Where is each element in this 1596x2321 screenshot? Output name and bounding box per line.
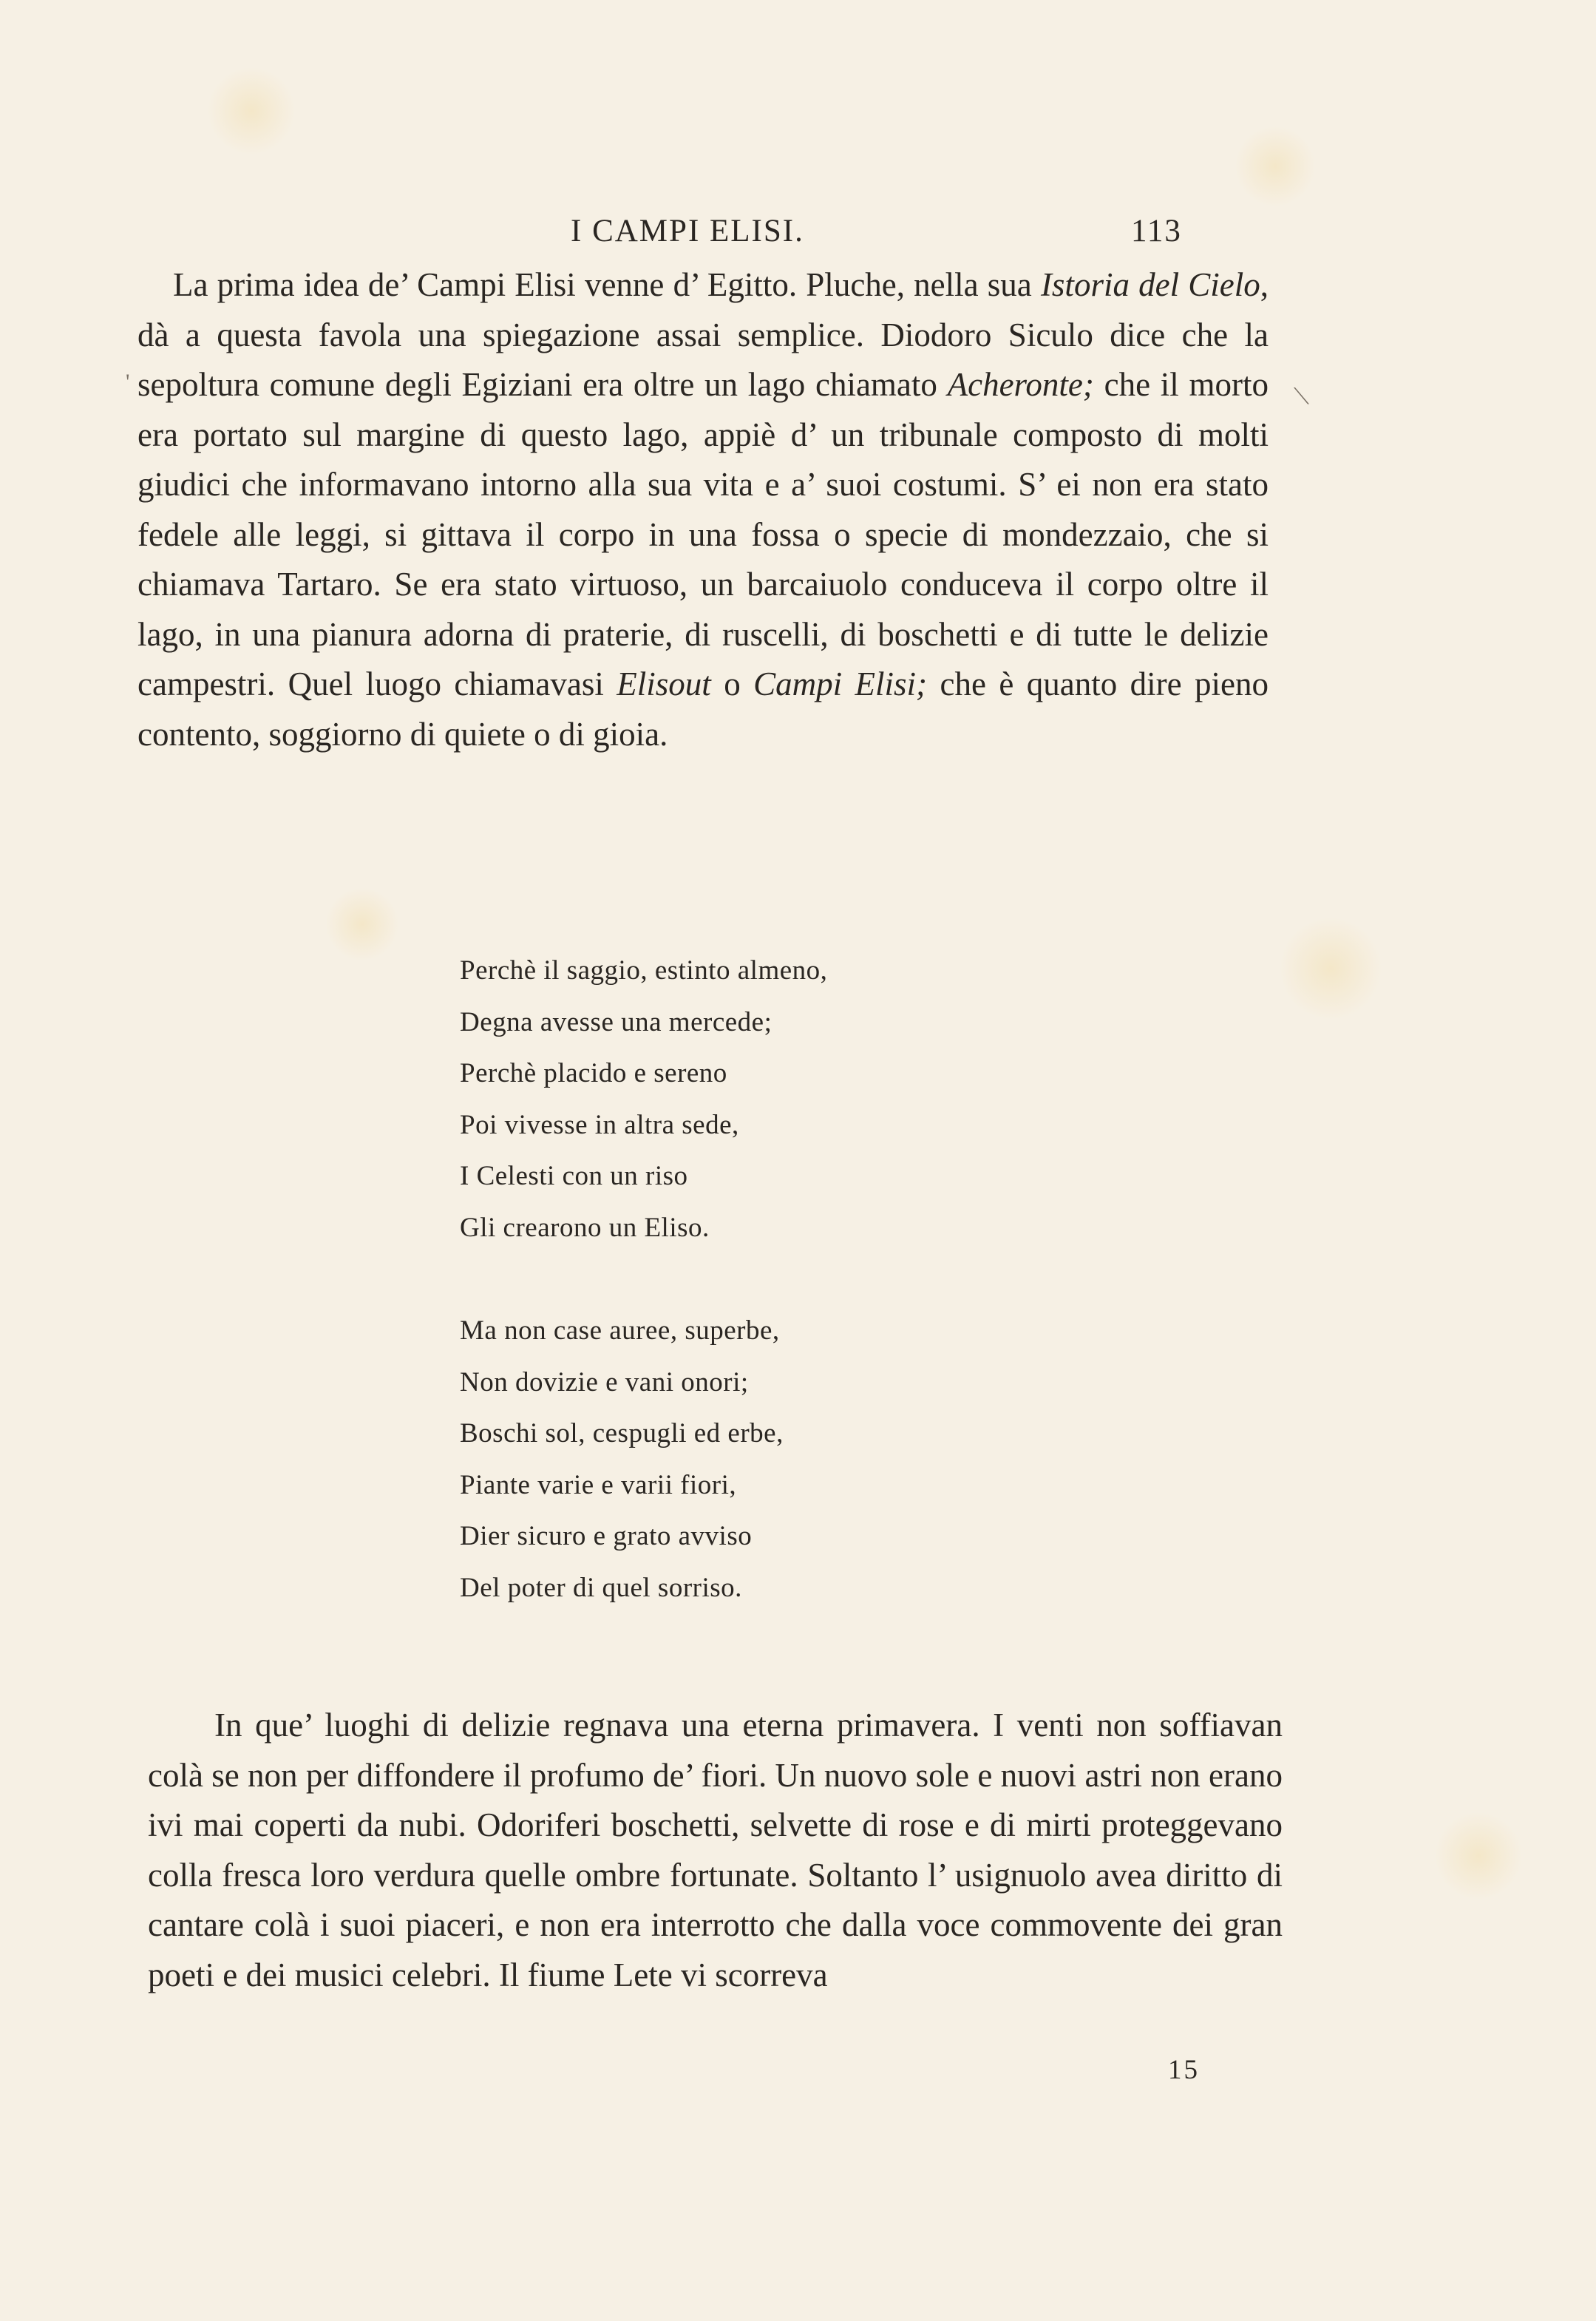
running-head [0, 213, 1596, 265]
italic-term: Elisout [617, 665, 711, 702]
verse-line: Dier sicuro e grato avviso [460, 1521, 753, 1552]
paper-stain [325, 887, 399, 961]
paragraph-2 [148, 1701, 1283, 2000]
italic-term: Campi Elisi; [753, 665, 928, 702]
verse-line: Degna avesse una mercede; [460, 1006, 772, 1037]
paragraph-1-text: , dà a questa favola una spiegazione assai semplice. Diodoro Siculo dice che la sepoltura comune degli Egiziani era oltre un lago chiamato [137, 266, 1269, 403]
paragraph-1-text: che il morto era portato sul margine di questo lago, appiè d’ un tribunale composto di molti giudici che informavano intorno alla sua vita e a’ suoi costumi. S’ ei non era stato fedele alle leggi, si gittava il corpo in una fossa o specie di mondezzaio, che si chiamava Tartaro. Se era stato virtuoso, un barcaiuolo conduceva il corpo oltre il lago, in una pianura adorna di praterie, di ruscelli, di boschetti e di tutte le delizie campestri. Quel luogo chiamavasi [137, 366, 1269, 702]
paper-stain [1279, 917, 1382, 1020]
signature-mark: 15 [1168, 2055, 1200, 2085]
poem-stanza-1 [460, 945, 827, 1254]
paper-stain [1235, 126, 1316, 207]
margin-tick: ' [126, 370, 130, 394]
margin-tick: ⟍ [1294, 384, 1309, 409]
verse-line: Ma non case auree, superbe, [460, 1315, 780, 1346]
verse-line: Gli crearono un Eliso. [460, 1212, 710, 1243]
paragraph-1-text: o [710, 665, 754, 702]
paper-stain [207, 67, 296, 155]
paragraph-1-text: che è quanto dire pieno contento, soggiorno di quiete o di gioia. [137, 665, 1269, 753]
verse-line: Poi vivesse in altra sede, [460, 1109, 739, 1140]
paper-stain [1434, 1812, 1523, 1900]
verse-line: I Celesti con un riso [460, 1161, 688, 1192]
italic-title: Istoria del Cielo [1040, 266, 1260, 303]
paragraph-1-text: La prima idea de’ Campi Elisi venne d’ Egitto. Pluche, nella sua [173, 266, 1041, 303]
italic-term: Acheronte; [947, 366, 1094, 403]
verse-line: Del poter di quel sorriso. [460, 1572, 742, 1603]
running-title: I CAMPI ELISI. [571, 214, 804, 248]
verse-line: Boschi sol, cespugli ed erbe, [460, 1418, 784, 1449]
verse-line: Perchè il saggio, estinto almeno, [460, 955, 828, 986]
verse-line: Piante varie e varii fiori, [460, 1469, 737, 1500]
paragraph-2-text: In que’ luoghi di delizie regnava una eterna primavera. I venti non soffiavan colà se non per diffondere il profumo de’ fiori. Un nuovo sole e nuovi astri non erano ivi mai coperti da nubi. Odoriferi boschetti, selvette di rose e di mirti proteggevano colla fresca loro verdura quelle ombre fortunate. Soltanto l’ usignuolo avea diritto di cantare colà i suoi piaceri, e non era interrotto che dalla voce commovente dei gran poeti e dei musici celebri. Il fiume Lete vi scorreva [148, 1707, 1283, 1993]
verse-line: Non dovizie e vani onori; [460, 1366, 749, 1397]
paragraph-1 [137, 260, 1269, 759]
page-number: 113 [1131, 214, 1182, 248]
verse-line: Perchè placido e sereno [460, 1058, 727, 1089]
poem-stanza-2 [460, 1305, 784, 1614]
